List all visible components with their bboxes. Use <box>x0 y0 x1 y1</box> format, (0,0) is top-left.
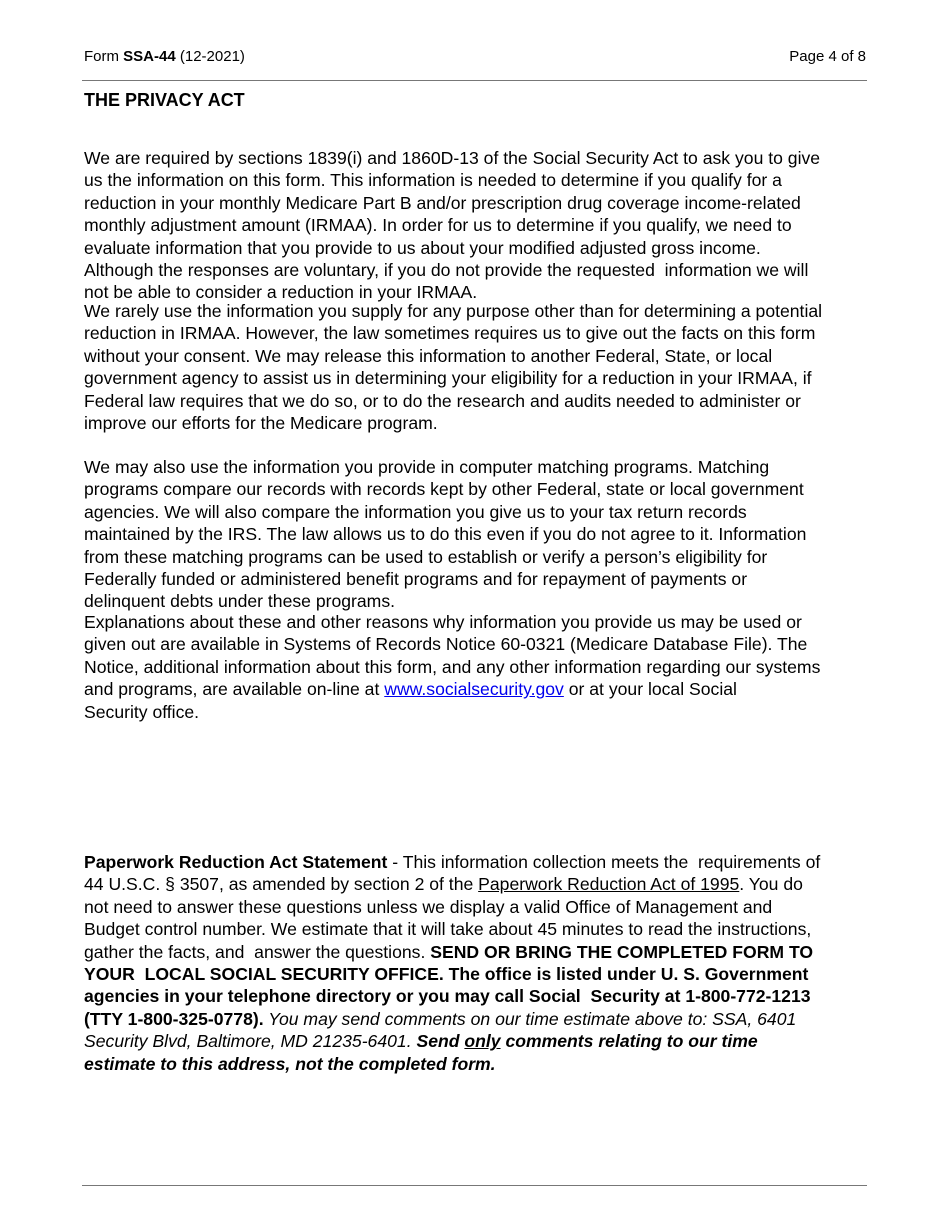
paperwork-reduction-statement <box>84 851 820 1075</box>
text-line: given out are available in Systems of Records Notice 60-0321 (Medicare Database File). The <box>84 634 808 655</box>
text-line: Although the responses are voluntary, if you do not provide the requested information we will <box>84 260 809 281</box>
text-line: We are required by sections 1839(i) and 1860D-13 of the Social Security Act to ask you to give <box>84 148 821 168</box>
page-number: Page 4 of 8 <box>789 48 866 65</box>
form-prefix: Form <box>84 48 124 65</box>
text: and programs, are available on-line at <box>84 679 385 700</box>
text-line: Security office. <box>84 701 200 722</box>
text: Send <box>416 1031 465 1052</box>
paragraph-1 <box>84 147 820 304</box>
text-line: without your consent. We may release this information to another Federal, State, or local <box>84 345 773 366</box>
text-line: government agency to assist us in determining your eligibility for a reduction in your IRMAA, if <box>84 368 812 389</box>
ssa-website-link[interactable]: www.socialsecurity.gov <box>384 679 564 700</box>
text: comments relating to our time <box>500 1031 758 1052</box>
text-line: reduction in IRMAA. However, the law sometimes requires us to give out the facts on this form <box>84 323 816 344</box>
text-line: We may also use the information you provide in computer matching programs. Matching <box>84 457 770 477</box>
tty-number: (TTY 1-800-325-0778). <box>84 1008 264 1029</box>
text-line: Budget control number. We estimate that it will take about 45 minutes to read the instructions, <box>84 919 812 940</box>
text: SEND OR BRING THE COMPLETED FORM TO <box>430 941 814 962</box>
text-line: We rarely use the information you supply for any purpose other than for determining a potential <box>84 301 823 321</box>
text-line: YOUR LOCAL SOCIAL SECURITY OFFICE. The office is listed under U. S. Government <box>84 964 809 985</box>
paragraph-4 <box>84 611 820 723</box>
text-line <box>84 941 820 963</box>
text-line: us the information on this form. This information is needed to determine if you qualify for a <box>84 170 782 191</box>
text-line <box>84 851 820 873</box>
text-line <box>84 1008 820 1030</box>
text: or at your local Social <box>563 679 737 700</box>
text-line: Notice, additional information about this form, and any other information regarding our systems <box>84 656 821 677</box>
statement-heading: Paperwork Reduction Act Statement <box>84 852 388 872</box>
text: . You do <box>739 874 803 895</box>
text-line <box>84 1030 820 1052</box>
text-line: programs compare our records with records kept by other Federal, state or local government <box>84 479 804 500</box>
text-line: evaluate information that you provide to us about your modified adjusted gross income. <box>84 237 761 258</box>
text-line: Federal law requires that we do so, or to do the research and audits needed to administer or <box>84 390 801 411</box>
text: Security Blvd, Baltimore, MD 21235-6401. <box>84 1031 417 1052</box>
act-reference: Paperwork Reduction Act of 1995 <box>478 874 740 895</box>
header-rule <box>82 80 867 81</box>
form-date: (12-2021) <box>175 48 245 65</box>
section-title: THE PRIVACY ACT <box>84 90 245 110</box>
text-line: reduction in your monthly Medicare Part B and/or prescription drug coverage income-related <box>84 192 801 213</box>
text-line: Federally funded or administered benefit programs and for repayment of payments or <box>84 569 748 590</box>
text: - This information collection meets the requirements of <box>387 852 821 872</box>
form-number: SSA-44 <box>123 48 176 65</box>
paragraph-3 <box>84 456 806 613</box>
text: gather the facts, and answer the questions. <box>84 941 431 962</box>
text-line: monthly adjustment amount (IRMAA). In order for us to determine if you qualify, we need to <box>84 215 792 236</box>
text-line: not be able to consider a reduction in your IRMAA. <box>84 282 478 303</box>
form-id <box>84 48 245 65</box>
text-line: maintained by the IRS. The law allows us to do this even if you do not agree to it. Information <box>84 524 807 545</box>
text-line: estimate to this address, not the completed form. <box>84 1053 496 1074</box>
text: 44 U.S.C. § 3507, as amended by section 2 of the <box>84 874 479 895</box>
text-line: agencies in your telephone directory or you may call Social Security at 1-800-772-1213 <box>84 986 811 1007</box>
text-line <box>84 678 820 700</box>
text: only <box>464 1031 501 1052</box>
text-line: not need to answer these questions unless we display a valid Office of Management and <box>84 896 773 917</box>
text-line: Explanations about these and other reasons why information you provide us may be used or <box>84 612 802 632</box>
text-line: improve our efforts for the Medicare program. <box>84 413 438 434</box>
text: You may send comments on our time estimate above to: SSA, 6401 <box>263 1008 797 1029</box>
text-line: from these matching programs can be used to establish or verify a person’s eligibility for <box>84 546 768 567</box>
paragraph-2 <box>84 300 822 434</box>
text-line <box>84 873 820 895</box>
text-line: agencies. We will also compare the information you give us to your tax return records <box>84 501 747 522</box>
text-line: delinquent debts under these programs. <box>84 591 396 612</box>
footer-rule <box>82 1185 867 1186</box>
